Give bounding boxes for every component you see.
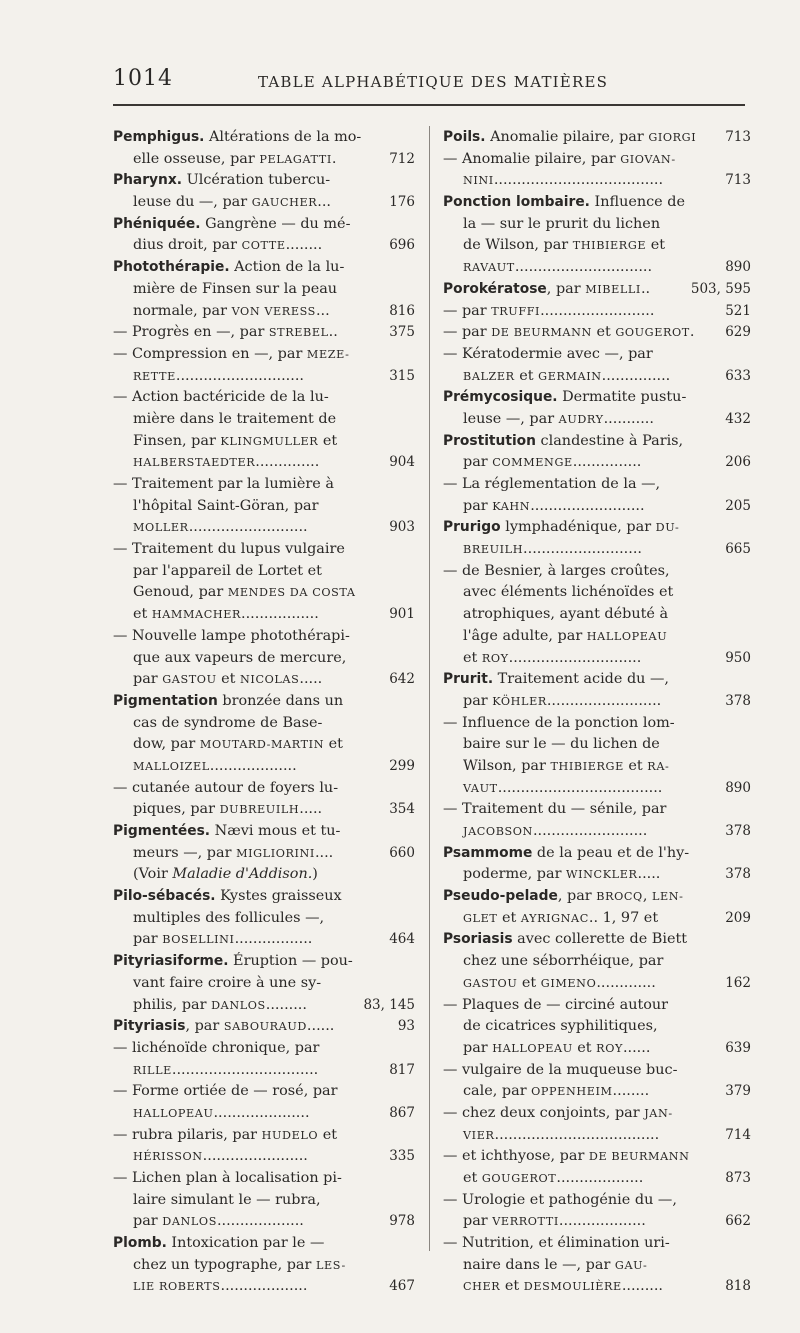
index-entry-text: et HAMMACHER.................	[133, 606, 319, 623]
index-line	[443, 1103, 751, 1125]
index-line	[113, 322, 415, 344]
index-page-ref: 375	[389, 324, 415, 341]
index-entry-text: et ROY.............................	[463, 649, 642, 666]
index-entry-text: — Influence de la ponction lom-	[443, 714, 675, 731]
index-entry-text: LIE ROBERTS...................	[133, 1278, 308, 1295]
index-entry-text: Psoriasis avec collerette de Biett	[443, 931, 688, 948]
index-line	[443, 1038, 751, 1060]
index-entry-text: — Traitement du — sénile, par	[443, 801, 667, 818]
index-entry-text: Pityriasiforme. Éruption — pou-	[113, 953, 353, 970]
index-line	[443, 452, 751, 474]
index-line	[113, 582, 415, 604]
index-entry-text: MOLLER..........................	[133, 519, 308, 536]
index-entry-text: NINI.....................................	[463, 172, 664, 189]
index-line	[443, 344, 751, 366]
index-line	[113, 1168, 415, 1190]
index-line	[113, 344, 415, 366]
index-page-ref: 464	[389, 931, 415, 948]
index-entry-text: Prostitution clandestine à Paris,	[443, 432, 684, 449]
index-line	[443, 756, 751, 778]
index-page-ref: 662	[725, 1213, 751, 1230]
index-line	[443, 1081, 751, 1103]
index-page-ref: 713	[725, 129, 751, 145]
index-entry-text: Pityriasis, par SABOURAUD......	[113, 1018, 335, 1035]
index-entry-text: elle osseuse, par PELAGATTI.	[133, 150, 337, 167]
index-page-ref: 379	[725, 1083, 751, 1100]
index-line	[113, 192, 415, 214]
index-entry-text: naire dans le —, par GAU-	[463, 1256, 648, 1273]
index-page-ref: 378	[725, 823, 751, 839]
index-line	[113, 474, 415, 496]
index-line	[443, 1125, 751, 1147]
index-line	[443, 1255, 751, 1277]
index-page-ref: 639	[725, 1039, 751, 1056]
index-entry-text: Wilson, par THIBIERGE et RA-	[463, 757, 670, 774]
index-line	[443, 799, 751, 821]
index-line	[113, 821, 415, 843]
index-page-ref: 315	[389, 367, 415, 384]
index-page-ref: 903	[389, 519, 415, 536]
index-line	[443, 843, 751, 865]
index-line	[443, 1146, 751, 1168]
index-entry-text: — Action bactéricide de la lu-	[113, 389, 329, 406]
index-page-ref: 950	[725, 649, 751, 666]
index-entry-text: — Plaques de — circiné autour	[443, 996, 669, 1013]
index-entry-text: — vulgaire de la muqueuse buc-	[443, 1061, 678, 1078]
index-page-ref: 633	[725, 367, 751, 384]
index-line	[113, 1103, 415, 1125]
index-entry-text: poderme, par WINCKLER.....	[463, 866, 661, 883]
index-line	[443, 1016, 751, 1038]
index-column-left	[113, 127, 415, 1298]
index-page-ref: 816	[389, 302, 415, 319]
index-entry-text: cale, par OPPENHEIM........	[463, 1083, 650, 1100]
index-page-ref: 503, 595	[690, 280, 751, 297]
index-entry-text: (Voir Maladie d'Addison.)	[133, 866, 318, 883]
index-entry-text: l'hôpital Saint-Göran, par	[133, 497, 319, 514]
index-line	[443, 713, 751, 735]
index-entry-text: — rubra pilaris, par HUDELO et	[113, 1126, 338, 1143]
index-entry-text: vant faire croire à une sy-	[133, 974, 322, 991]
index-line	[113, 1146, 415, 1168]
index-line	[443, 1190, 751, 1212]
index-entry-text: par GASTOU et NICOLAS.....	[133, 671, 323, 688]
index-page-ref: 890	[725, 779, 751, 796]
index-line	[443, 366, 751, 388]
index-line	[443, 279, 751, 301]
index-line	[113, 929, 415, 951]
index-entry-text: — par TRUFFI.........................	[443, 302, 655, 319]
index-line	[443, 995, 751, 1017]
index-entry-text: meurs —, par MIGLIORINI....	[133, 844, 334, 861]
index-entry-text: cas de syndrome de Base-	[133, 714, 323, 731]
index-entry-text: Prurigo lymphadénique, par DU-	[443, 519, 680, 536]
index-entry-text: Photothérapie. Action de la lu-	[113, 259, 345, 276]
index-line	[443, 626, 751, 648]
header-rule	[113, 104, 745, 106]
index-line	[113, 1038, 415, 1060]
index-entry-text: Pseudo-pelade, par BROCQ, LEN-	[443, 888, 684, 905]
index-page-ref: 867	[389, 1104, 415, 1121]
index-line	[443, 474, 751, 496]
index-page-ref: 378	[725, 692, 751, 709]
index-entry-text: normale, par VON VERESS...	[133, 302, 330, 319]
index-line	[443, 301, 751, 323]
index-line	[443, 648, 751, 670]
index-page-ref: 432	[725, 410, 751, 427]
index-line	[113, 1255, 415, 1277]
index-line	[113, 669, 415, 691]
index-entry-text: RETTE............................	[133, 367, 304, 384]
index-line	[113, 648, 415, 670]
index-entry-text: — Traitement du lupus vulgaire	[113, 541, 345, 558]
index-line	[443, 1211, 751, 1233]
index-entry-text: HALBERSTAEDTER..............	[133, 454, 320, 471]
index-entry-text: — Anomalie pilaire, par GIOVAN-	[443, 150, 676, 167]
index-line	[113, 387, 415, 409]
index-line	[443, 517, 751, 539]
index-entry-text: que aux vapeurs de mercure,	[133, 649, 347, 666]
index-page-ref: 209	[725, 909, 751, 926]
index-line	[443, 1060, 751, 1082]
index-entry-text: Psammome de la peau et de l'hy-	[443, 844, 690, 861]
index-entry-text: — Compression en —, par MEZE-	[113, 345, 350, 362]
index-entry-text: — Forme ortiée de — rosé, par	[113, 1083, 338, 1100]
index-entry-text: BALZER et GERMAIN...............	[463, 367, 671, 384]
index-entry-text: VIER....................................	[463, 1126, 660, 1143]
index-entry-text: — par DE BEURMANN et GOUGEROT.	[443, 324, 695, 341]
index-page-ref: 83, 145	[363, 996, 415, 1013]
index-line	[113, 452, 415, 474]
index-page-ref: 162	[725, 974, 751, 991]
index-page-ref: 818	[725, 1278, 751, 1295]
index-entry-text: philis, par DANLOS.........	[133, 996, 307, 1013]
index-line	[113, 149, 415, 171]
index-entry-text: Pilo-sébacés. Kystes graisseux	[113, 888, 342, 905]
index-line	[113, 409, 415, 431]
index-entry-text: — Lichen plan à localisation pi-	[113, 1170, 342, 1186]
index-line	[443, 149, 751, 171]
index-line	[113, 366, 415, 388]
index-line	[443, 669, 751, 691]
index-line	[443, 322, 751, 344]
index-page-ref: 378	[725, 866, 751, 883]
index-line	[113, 1125, 415, 1147]
index-entry-text: JACOBSON.........................	[463, 823, 648, 839]
index-entry-text: par BOSELLINI.................	[133, 931, 313, 948]
index-line	[113, 951, 415, 973]
index-entry-text: — Nutrition, et élimination uri-	[443, 1235, 670, 1252]
index-line	[443, 864, 751, 886]
index-line	[113, 561, 415, 583]
index-line	[113, 604, 415, 626]
index-entry-text: dow, par MOUTARD-MARTIN et	[133, 736, 343, 753]
index-page-ref: 642	[389, 671, 415, 688]
page-number: 1014	[113, 66, 173, 91]
index-entry-text: — de Besnier, à larges croûtes,	[443, 562, 670, 579]
index-entry-text: de Wilson, par THIBIERGE et	[463, 237, 666, 254]
index-line	[443, 1168, 751, 1190]
index-line	[113, 713, 415, 735]
index-line	[113, 214, 415, 236]
index-entry-text: par VERROTTI...................	[463, 1213, 646, 1230]
index-entry-text: par DANLOS...................	[133, 1213, 304, 1230]
index-page-ref: 712	[389, 150, 415, 167]
index-line	[113, 1060, 415, 1082]
index-line	[113, 1081, 415, 1103]
index-page-ref: 205	[725, 497, 751, 514]
index-entry-text: dius droit, par COTTE........	[133, 237, 323, 254]
running-title: TABLE ALPHABÉTIQUE DES MATIÈRES	[258, 73, 609, 91]
index-line	[113, 235, 415, 257]
index-line	[443, 257, 751, 279]
index-entry-text: — Urologie et pathogénie du —,	[443, 1191, 677, 1208]
index-line	[443, 973, 751, 995]
index-page-ref: 521	[725, 302, 751, 319]
index-page-ref: 206	[725, 454, 751, 471]
index-entry-text: par KÖHLER.........................	[463, 692, 662, 709]
index-line	[113, 1233, 415, 1255]
column-divider	[429, 126, 430, 1251]
index-line	[113, 431, 415, 453]
index-column-right	[443, 127, 751, 1298]
index-line	[113, 539, 415, 561]
index-line	[113, 973, 415, 995]
index-line	[113, 908, 415, 930]
index-line	[113, 626, 415, 648]
index-line	[443, 127, 751, 149]
index-entry-text: HÉRISSON.......................	[133, 1148, 308, 1165]
index-line	[443, 192, 751, 214]
index-line	[443, 170, 751, 192]
index-entry-text: RAVAUT..............................	[463, 259, 653, 276]
index-line	[113, 1016, 415, 1038]
index-line	[443, 582, 751, 604]
index-entry-text: par l'appareil de Lortet et	[133, 562, 322, 579]
index-page-ref: 299	[389, 757, 415, 774]
index-entry-text: leuse du —, par GAUCHER...	[133, 194, 331, 211]
index-entry-text: mière dans le traitement de	[133, 410, 337, 427]
index-entry-text: — Traitement par la lumière à	[113, 476, 334, 492]
index-entry-text: Phéniquée. Gangrène — du mé-	[113, 215, 351, 232]
index-page-ref: 714	[725, 1126, 751, 1143]
index-line	[443, 409, 751, 431]
index-entry-text: — cutanée autour de foyers lu-	[113, 779, 339, 796]
index-line	[443, 929, 751, 951]
index-line	[443, 778, 751, 800]
index-line	[443, 235, 751, 257]
index-entry-text: Pigmentation bronzée dans un	[113, 692, 344, 709]
index-line	[113, 886, 415, 908]
index-line	[113, 778, 415, 800]
index-page-ref: 176	[389, 194, 415, 211]
index-line	[113, 1211, 415, 1233]
index-line	[113, 691, 415, 713]
index-page-ref: 93	[397, 1018, 415, 1035]
index-entry-text: mière de Finsen sur la peau	[133, 280, 338, 297]
index-line	[113, 1190, 415, 1212]
index-entry-text: — Progrès en —, par STREBEL..	[113, 324, 338, 341]
index-entry-text: leuse —, par AUDRY...........	[463, 410, 654, 427]
index-line	[443, 951, 751, 973]
index-entry-text: chez une séborrhéique, par	[463, 953, 664, 970]
index-entry-text: MALLOIZEL...................	[133, 757, 297, 774]
index-entry-text: BREUILH..........................	[463, 541, 642, 558]
index-entry-text: Poils. Anomalie pilaire, par GIORGI	[443, 129, 697, 145]
index-entry-text: GLET et AYRIGNAC.. 1, 97 et	[463, 909, 659, 926]
index-line	[443, 734, 751, 756]
index-line	[443, 561, 751, 583]
index-entry-text: l'âge adulte, par HALLOPEAU	[463, 627, 668, 644]
index-entry-text: Prurit. Traitement acide du —,	[443, 671, 669, 688]
index-line	[443, 1233, 751, 1255]
index-line	[113, 799, 415, 821]
index-entry-text: multiples des follicules —,	[133, 909, 325, 926]
index-line	[113, 995, 415, 1017]
index-line	[113, 517, 415, 539]
index-line	[113, 734, 415, 756]
index-page-ref: 629	[725, 324, 751, 341]
index-page-ref: 713	[725, 172, 751, 189]
index-page-ref: 901	[389, 606, 415, 623]
index-line	[443, 431, 751, 453]
index-entry-text: CHER et DESMOULIÈRE.........	[463, 1278, 663, 1295]
index-line	[113, 301, 415, 323]
index-page-ref: 904	[389, 454, 415, 471]
index-entry-text: — Nouvelle lampe photothérapi-	[113, 627, 350, 644]
index-page-ref: 890	[725, 259, 751, 276]
index-page-ref: 467	[389, 1278, 415, 1295]
index-line	[443, 539, 751, 561]
index-entry-text: et GOUGEROT...................	[463, 1170, 644, 1186]
index-line	[443, 1276, 751, 1298]
index-entry-text: — La réglementation de la —,	[443, 476, 661, 492]
index-line	[443, 387, 751, 409]
index-line	[443, 908, 751, 930]
index-entry-text: — chez deux conjoints, par JAN-	[443, 1104, 673, 1121]
index-line	[113, 756, 415, 778]
index-line	[113, 843, 415, 865]
index-entry-text: par KAHN.........................	[463, 497, 645, 514]
index-page-ref: 978	[389, 1213, 415, 1230]
index-entry-text: Porokératose, par MIBELLI..	[443, 280, 651, 297]
index-entry-text: — lichénoïde chronique, par	[113, 1039, 320, 1056]
index-entry-text: laire simulant le — rubra,	[133, 1191, 321, 1208]
index-line	[443, 691, 751, 713]
index-line	[113, 496, 415, 518]
index-entry-text: de cicatrices syphilitiques,	[463, 1018, 658, 1035]
index-page-ref: 665	[725, 541, 751, 558]
index-entry-text: chez un typographe, par LES-	[133, 1256, 346, 1273]
index-page-ref: 696	[389, 237, 415, 254]
index-line	[443, 604, 751, 626]
index-line	[443, 821, 751, 843]
index-entry-text: Finsen, par KLINGMULLER et	[133, 432, 338, 449]
index-entry-text: par HALLOPEAU et ROY......	[463, 1039, 651, 1056]
index-line	[443, 496, 751, 518]
index-entry-text: HALLOPEAU.....................	[133, 1104, 310, 1121]
index-entry-text: Prémycosique. Dermatite pustu-	[443, 389, 687, 406]
index-entry-text: la — sur le prurit du lichen	[463, 215, 661, 232]
index-entry-text: VAUT....................................	[463, 779, 663, 796]
index-entry-text: Ponction lombaire. Influence de	[443, 194, 685, 211]
index-entry-text: — et ichthyose, par DE BEURMANN	[443, 1148, 690, 1165]
index-entry-text: atrophiques, ayant débuté à	[463, 606, 669, 623]
index-entry-text: — Kératodermie avec —, par	[443, 345, 653, 362]
index-entry-text: Pigmentées. Nævi mous et tu-	[113, 823, 341, 839]
index-line	[113, 279, 415, 301]
index-entry-text: par COMMENGE...............	[463, 454, 642, 471]
index-page-ref: 660	[389, 844, 415, 861]
index-page-ref: 873	[725, 1170, 751, 1186]
index-page-ref: 817	[389, 1061, 415, 1078]
index-entry-text: avec éléments lichénoïdes et	[463, 584, 674, 601]
index-line	[113, 170, 415, 192]
index-line	[443, 886, 751, 908]
index-entry-text: GASTOU et GIMENO.............	[463, 974, 656, 991]
index-line	[113, 127, 415, 149]
index-page-ref: 335	[389, 1148, 415, 1165]
index-page-ref: 354	[389, 801, 415, 818]
index-line	[113, 864, 415, 886]
index-entry-text: Genoud, par MENDES DA COSTA	[133, 584, 356, 601]
index-line	[443, 214, 751, 236]
index-line	[113, 1276, 415, 1298]
index-entry-text: RILLE................................	[133, 1061, 319, 1078]
index-entry-text: Plomb. Intoxication par le —	[113, 1235, 325, 1252]
index-line	[113, 257, 415, 279]
index-entry-text: Pemphigus. Altérations de la mo-	[113, 129, 362, 145]
index-entry-text: baire sur le — du lichen de	[463, 736, 660, 753]
index-entry-text: Pharynx. Ulcération tubercu-	[113, 172, 331, 189]
index-entry-text: piques, par DUBREUILH.....	[133, 801, 323, 818]
